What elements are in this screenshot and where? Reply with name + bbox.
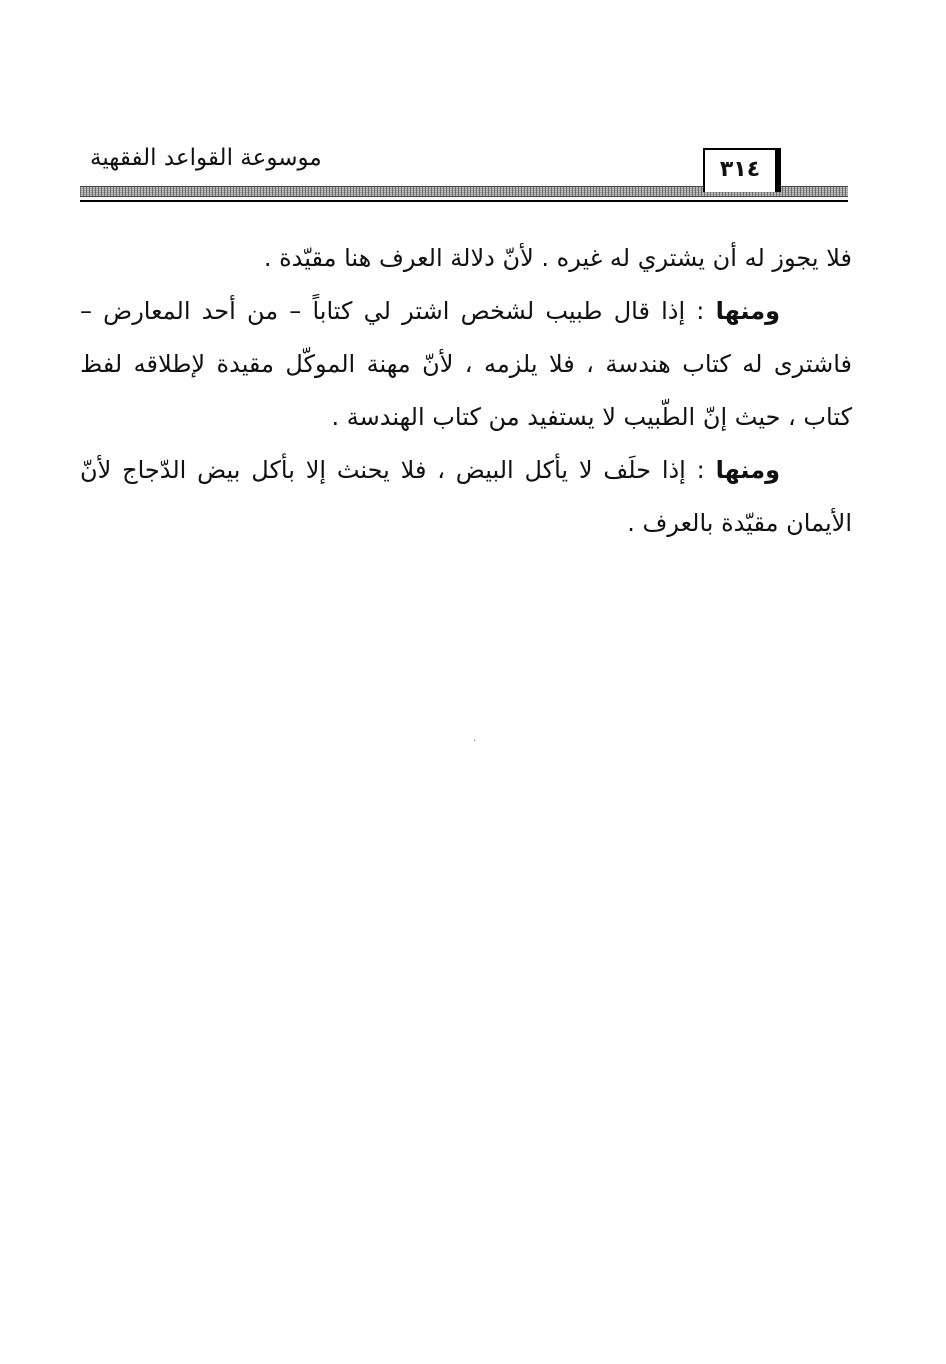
header-rule: [80, 200, 848, 202]
page-body: [80, 232, 852, 550]
paragraph-3: [80, 444, 852, 550]
paragraph-2: [80, 285, 852, 444]
paragraph-1-text: فلا يجوز له أن يشتري له غيره . لأنّ دلالة العرف هنا مقيّدة .: [263, 244, 852, 272]
page-number: ٣١٤: [703, 148, 781, 192]
paragraph-3-lead: ومنها: [715, 456, 780, 484]
paragraph-2-text: : إذا قال طبيب لشخص اشتر لي كتاباً – من أحد المعارض – فاشترى له كتاب هندسة ، فلا يلزمه ، لأنّ مهنة الموكّل مقيدة لإطلاقه لفظ كتاب ، حيث إنّ الطّبيب لا يستفيد من كتاب الهندسة .: [80, 297, 852, 431]
paragraph-3-text: : إذا حلَف لا يأكل البيض ، فلا يحنث إلا بأكل بيض الدّجاج لأنّ الأيمان مقيّدة بالعرف .: [80, 456, 852, 537]
scan-speck: [474, 740, 475, 741]
paragraph-1: [80, 232, 852, 285]
running-header-title: موسوعة القواعد الفقهية: [90, 145, 322, 171]
paragraph-2-lead: ومنها: [715, 297, 780, 325]
